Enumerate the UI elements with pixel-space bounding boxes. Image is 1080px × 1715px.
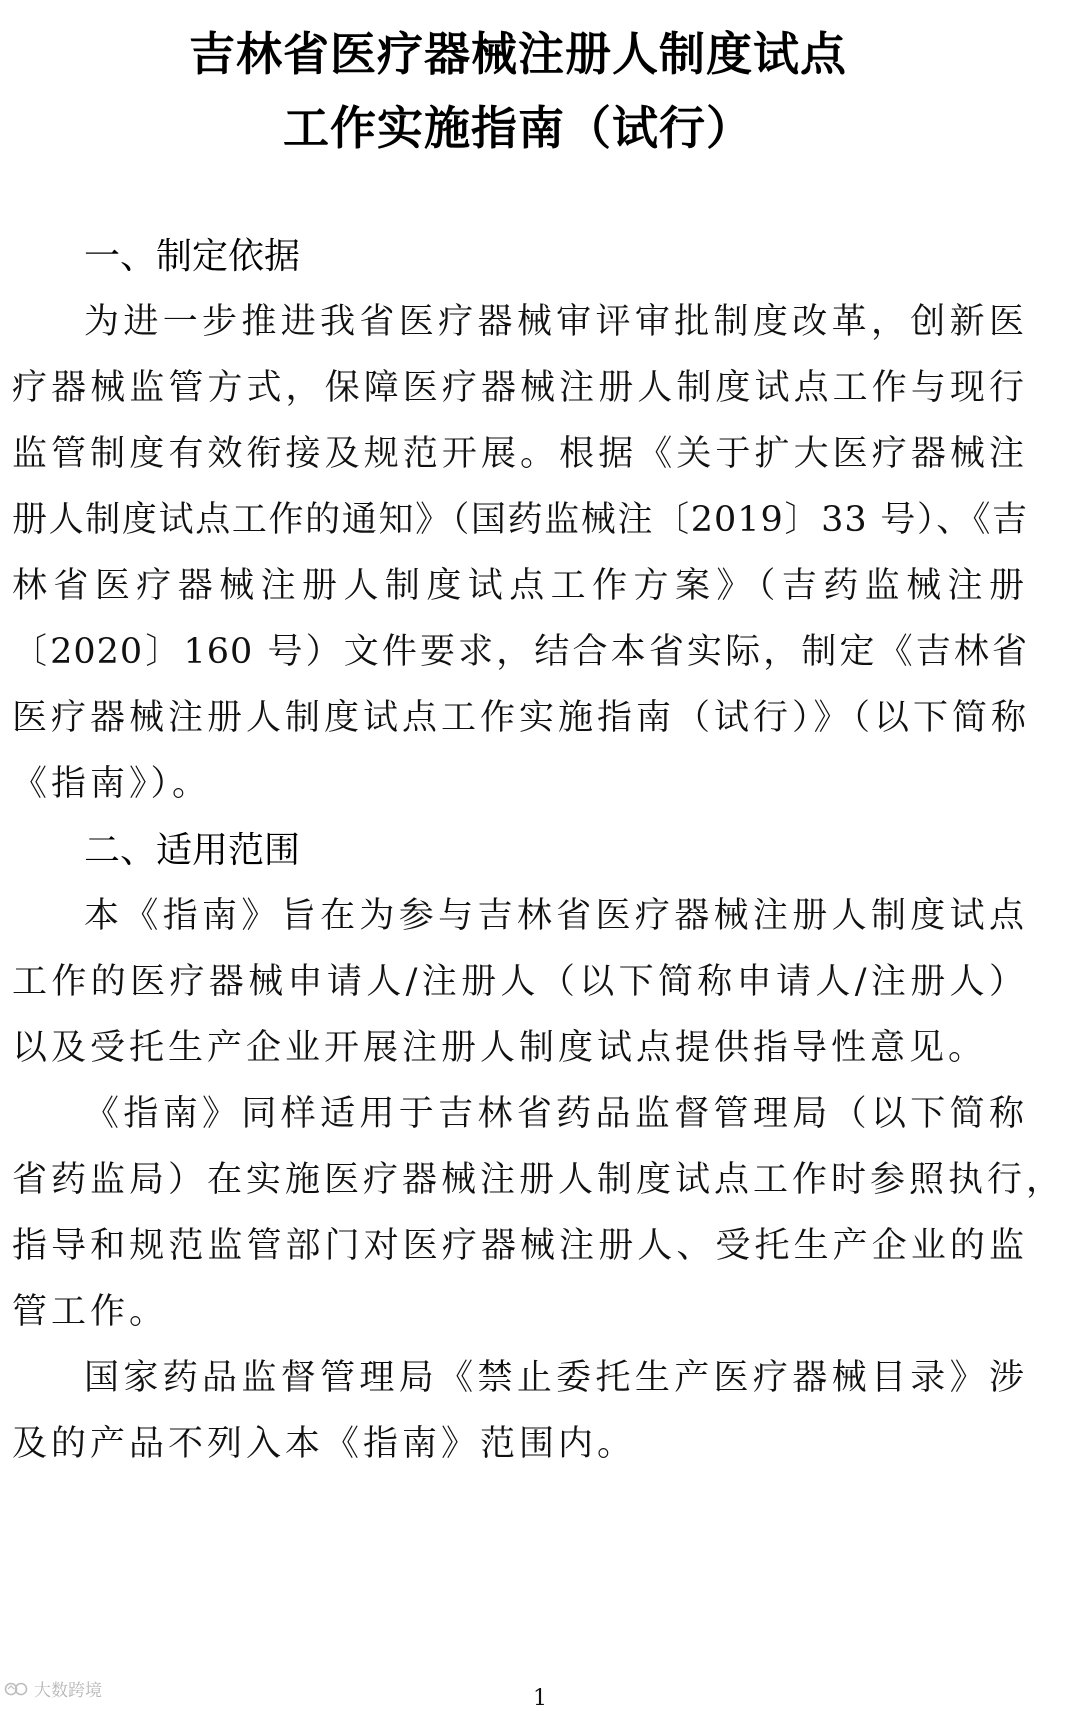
- section-1-paragraph-line: 监管制度有效衔接及规范开展。根据《关于扩大医疗器械注: [12, 434, 1028, 474]
- section-1-paragraph-line: 册人制度试点工作的通知》（国药监械注〔2019〕33 号）、《吉: [12, 500, 1028, 540]
- section-2-paragraph-line: 指导和规范监管部门对医疗器械注册人、受托生产企业的监: [12, 1226, 1028, 1266]
- section-1-heading: 一、制定依据: [84, 236, 301, 277]
- section-2-paragraph-line: 《指南》同样适用于吉林省药品监督管理局（以下简称: [84, 1094, 1028, 1134]
- section-2-paragraph-line: 国家药品监督管理局《禁止委托生产医疗器械目录》涉: [84, 1358, 1028, 1398]
- section-2-paragraph-line: 以及受托生产企业开展注册人制度试点提供指导性意见。: [12, 1028, 988, 1068]
- section-2-heading: 二、适用范围: [84, 830, 301, 871]
- document-title-line-2: 工作实施指南（试行）: [283, 101, 753, 155]
- section-1-paragraph-line: 林省医疗器械注册人制度试点工作方案》（吉药监械注册: [12, 566, 1028, 606]
- section-2-paragraph-line: 省药监局）在实施医疗器械注册人制度试点工作时参照执行，: [12, 1160, 1066, 1200]
- document-title-line-1: 吉林省医疗器械注册人制度试点: [189, 27, 847, 81]
- section-2-paragraph-line: 工作的医疗器械申请人/注册人（以下简称申请人/注册人）: [12, 962, 1028, 1002]
- section-1-paragraph-line: 疗器械监管方式，保障医疗器械注册人制度试点工作与现行: [12, 368, 1028, 408]
- section-2-paragraph-line: 本《指南》旨在为参与吉林省医疗器械注册人制度试点: [84, 896, 1028, 936]
- section-2-paragraph-line: 管工作。: [12, 1292, 169, 1332]
- section-1-paragraph-line: 为进一步推进我省医疗器械审评审批制度改革，创新医: [84, 302, 1028, 342]
- section-1-paragraph-line: 〔2020〕160 号）文件要求，结合本省实际，制定《吉林省: [12, 632, 1028, 672]
- watermark-text: 大数跨境: [34, 1681, 102, 1701]
- section-1-paragraph-line: 《指南》）。: [12, 764, 212, 804]
- section-1-paragraph-line: 医疗器械注册人制度试点工作实施指南（试行）》（以下简称: [12, 698, 1031, 738]
- section-2-paragraph-line: 及的产品不列入本《指南》范围内。: [12, 1424, 637, 1464]
- page-number: 1: [533, 1686, 547, 1711]
